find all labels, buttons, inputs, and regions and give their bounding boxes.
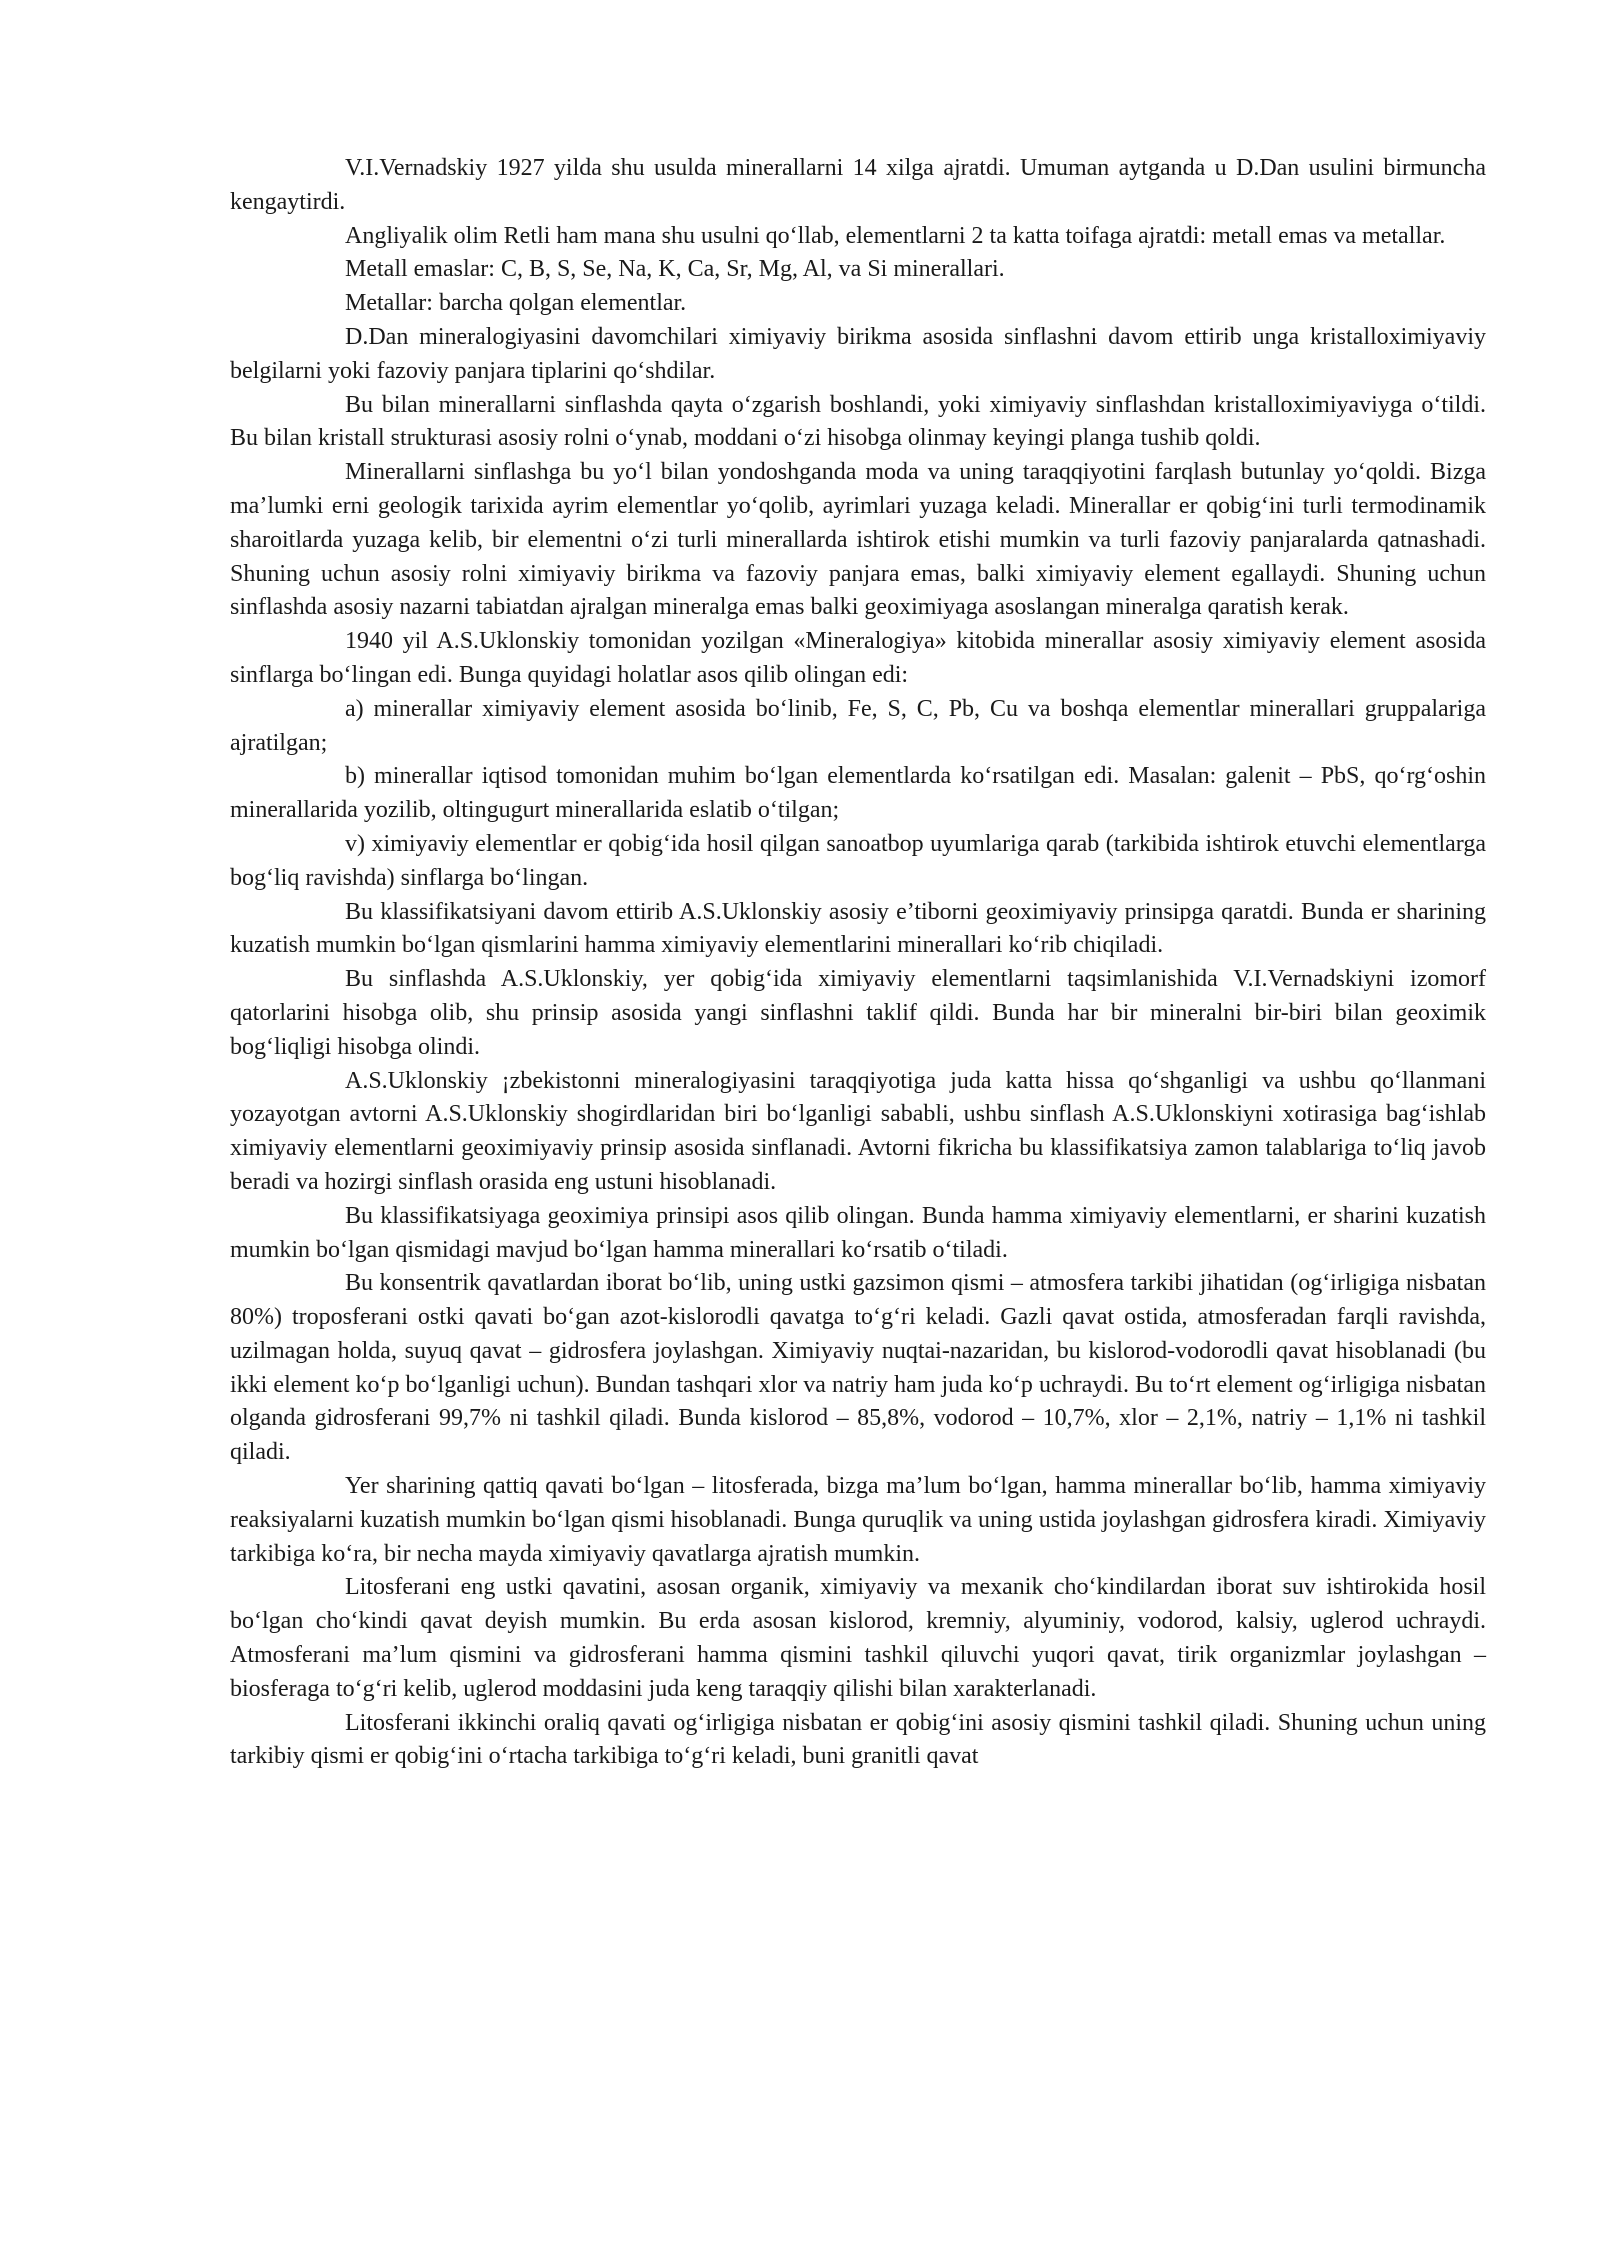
paragraph: Bu sinflashda A.S.Uklonskiy, yer qobig‘ida ximiyaviy elementlarni taqsimlanishida V.I.Vernadskiyni izomorf qatorlarini hisobga olib, shu prinsip asosida yangi sinflashni taklif qildi. Bunda har bir mineralni bir-biri bilan geoximik bog‘liqligi hisobga olindi. [230, 966, 1486, 1060]
paragraph: V.I.Vernadskiy 1927 yilda shu usulda minerallarni 14 xilga ajratdi. Umuman aytganda u D.Dan usulini birmuncha kengaytirdi. [230, 155, 1486, 215]
paragraph: Yer sharining qattiq qavati bo‘lgan – litosferada, bizga ma’lum bo‘lgan, hamma minerallar bo‘lib, hamma ximiyaviy reaksiyalarni kuzatish mumkin bo‘lgan qismi hisoblanadi. Bunga quruqlik va uning ustida joylashgan gidrosfera kiradi. Ximiyaviy tarkibiga ko‘ra, bir necha mayda ximiyaviy qavatlarga ajratish mumkin. [230, 1473, 1486, 1567]
paragraph: Bu bilan minerallarni sinflashda qayta o‘zgarish boshlandi, yoki ximiyaviy sinflashdan kristalloximiyaviyga o‘tildi. Bu bilan kristall strukturasi asosiy rolni o‘ynab, moddani o‘zi hisobga olinmay keyingi planga tushib qoldi. [230, 391, 1486, 452]
paragraph: D.Dan mineralogiyasini davomchilari ximiyaviy birikma asosida sinflashni davom ettirib unga kristalloximiyaviy belgilarni yoki fazoviy panjara tiplarini qo‘shdilar. [230, 323, 1486, 384]
paragraph: Metall emaslar: C, B, S, Se, Na, K, Ca, Sr, Mg, Al, va Si minerallari. [345, 256, 1005, 283]
paragraph: Litosferani ikkinchi oraliq qavati og‘irligiga nisbatan er qobig‘ini asosiy qismini tashkil qiladi. Shuning uchun uning tarkibiy qismi er qobig‘ini o‘rtacha tarkibiga to‘g‘ri keladi, buni granitli qavat [230, 1709, 1486, 1770]
list-item-b: b) minerallar iqtisod tomonidan muhim bo‘lgan elementlarda ko‘rsatilgan edi. Masalan: galenit – PbS, qo‘rg‘oshin minerallarida yozilib, oltingugurt minerallarida eslatib o‘tilgan; [230, 763, 1486, 824]
paragraph: Bu klassifikatsiyaga geoximiya prinsipi asos qilib olingan. Bunda hamma ximiyaviy elementlarni, er sharini kuzatish mumkin bo‘lgan qismidagi mavjud bo‘lgan hamma minerallari ko‘rsatib o‘tiladi. [230, 1202, 1486, 1263]
paragraph: A.S.Uklonskiy ¡zbekistonni mineralogiyasini taraqqiyotiga juda katta hissa qo‘shganligi va ushbu qo‘llanmani yozayotgan avtorni A.S.Uklonskiy shogirdlaridan biri bo‘lganligi sababli, ushbu sinflash A.S.Uklonskiyni xotirasiga bag‘ishlab ximiyaviy elementlarni geoximiyaviy prinsip asosida sinflanadi. Avtorni fikricha bu klassifikatsiya zamon talablariga to‘liq javob beradi va hozirgi sinflash orasida eng ustuni hisoblanadi. [230, 1067, 1486, 1195]
paragraph: Litosferani eng ustki qavatini, asosan organik, ximiyaviy va mexanik cho‘kindilardan iborat suv ishtirokida hosil bo‘lgan cho‘kindi qavat deyish mumkin. Bu erda asosan kislorod, kremniy, alyuminiy, vodorod, kalsiy, uglerod uchraydi. Atmosferani ma’lum qismini va gidrosferani hamma qismini tashkil qiluvchi yuqori qavat, tirik organizmlar joylashgan – biosferaga to‘g‘ri kelib, uglerod moddasini juda keng taraqqiy qilishi bilan xarakterlanadi. [230, 1574, 1486, 1702]
paragraph: 1940 yil A.S.Uklonskiy tomonidan yozilgan «Mineralogiya» kitobida minerallar asosiy ximiyaviy element asosida sinflarga bo‘lingan edi. Bunga quyidagi holatlar asos qilib olingan edi: [230, 628, 1486, 688]
paragraph: Bu konsentrik qavatlardan iborat bo‘lib, uning ustki gazsimon qismi – atmosfera tarkibi jihatidan (og‘irligiga nisbatan 80%) troposferani ostki qavati bo‘gan azot-kislorodli qavatga to‘g‘ri keladi. Gazli qavat ostida, atmosferadan farqli ravishda, uzilmagan holda, suyuq qavat – gidrosfera joylashgan. Ximiyaviy nuqtai-nazaridan, bu kislorod-vodorodli qavat hisoblanadi (bu ikki element ko‘p bo‘lganligi uchun). Bundan tashqari xlor va natriy ham juda ko‘p uchraydi. Bu to‘rt element og‘irligiga nisbatan olganda gidrosferani 99,7% ni tashkil qiladi. Bunda kislorod – 85,8%, vodorod – 10,7%, xlor – 2,1%, natriy – 1,1% ni tashkil qiladi. [230, 1270, 1486, 1466]
paragraph: Metallar: barcha qolgan elementlar. [345, 290, 687, 317]
list-item-a: a) minerallar ximiyaviy element asosida bo‘linib, Fe, S, C, Pb, Cu va boshqa elementlar minerallari gruppalariga ajratilgan; [230, 695, 1486, 756]
list-item-v: v) ximiyaviy elementlar er qobig‘ida hosil qilgan sanoatbop uyumlariga qarab (tarkibida ishtirok etuvchi elementlarga bog‘liq ravishda) sinflarga bo‘lingan. [230, 830, 1486, 891]
paragraph: Angliyalik olim Retli ham mana shu usulni qo‘llab, elementlarni 2 ta katta toifaga ajratdi: metall emas va metallar. [345, 222, 1446, 249]
paragraph: Minerallarni sinflashga bu yo‘l bilan yondoshganda moda va uning taraqqiyotini farqlash butunlay yo‘qoldi. Bizga ma’lumki erni geologik tarixida ayrim elementlar yo‘qolib, ayrimlari yuzaga keladi. Minerallar er qobig‘ini turli termodinamik sharoitlarda yuzaga kelib, bir elementni o‘zi turli minerallarda ishtirok etishi mumkin va turli fazoviy panjaralarda qatnashadi. Shuning uchun asosiy rolni ximiyaviy birikma va fazoviy panjara emas, balki ximiyaviy element egallaydi. Shuning uchun sinflashda asosiy nazarni tabiatdan ajralgan mineralga emas balki geoximiyaga asoslangan mineralga qaratish kerak. [230, 459, 1486, 621]
paragraph: Bu klassifikatsiyani davom ettirib A.S.Uklonskiy asosiy e’tiborni geoximiyaviy prinsipga qaratdi. Bunda er sharining kuzatish mumkin bo‘lgan qismlarini hamma ximiyaviy elementlarini minerallari ko‘rib chiqiladi. [230, 898, 1486, 959]
document-page [230, 152, 1486, 1774]
